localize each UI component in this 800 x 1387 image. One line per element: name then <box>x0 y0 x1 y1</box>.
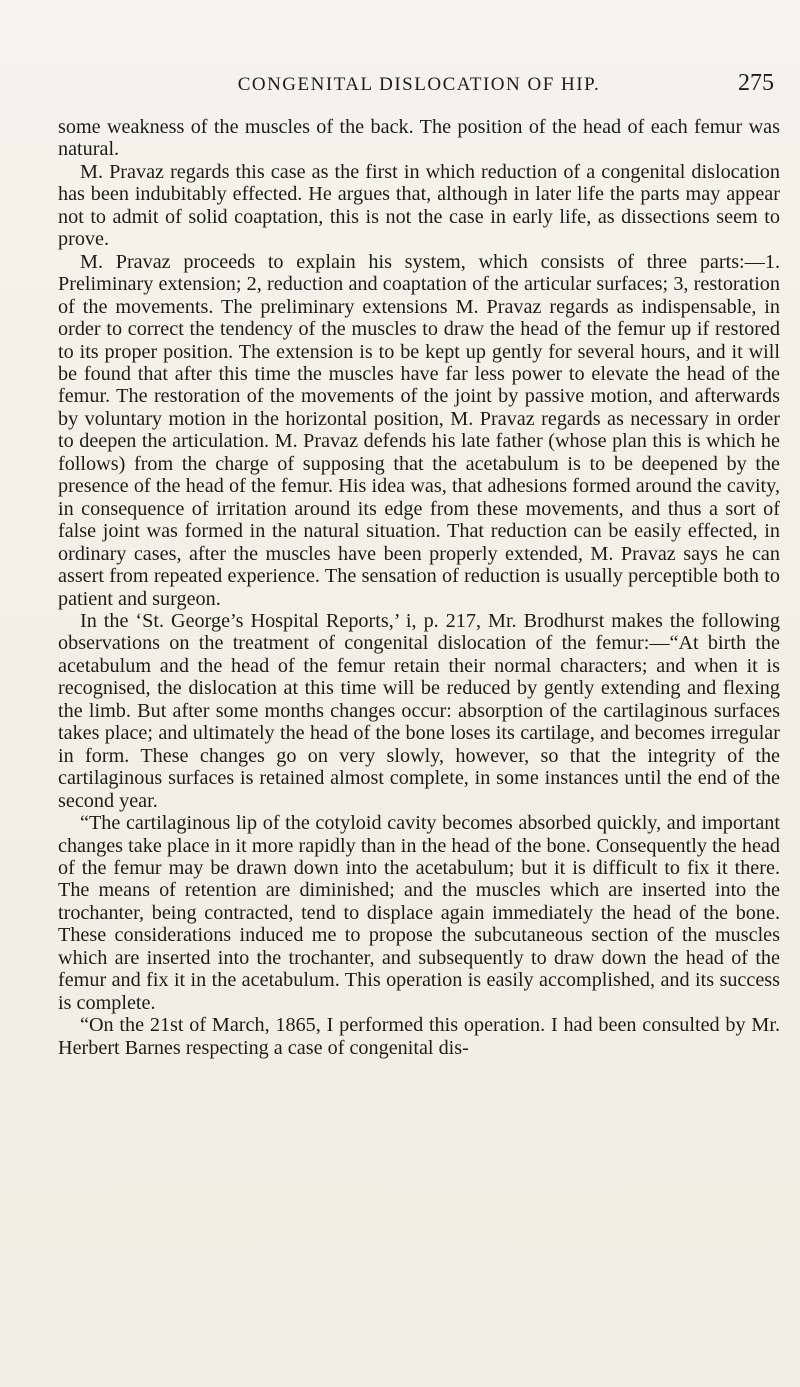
page-number: 275 <box>738 70 774 96</box>
body-text <box>58 116 780 1059</box>
running-title: CONGENITAL DISLOCATION OF HIP. <box>237 74 601 95</box>
paragraph-cotyloid-cavity: “The cartilaginous lip of the cotyloid cavity becomes absorbed quickly, and important changes take place in it more rapidly than in the head of the bone. Consequently the head of the femur may be drawn down into the acetabulum; but it is difficult to fix it there. The means of retention are diminished; and the muscles which are inserted into the trochanter, being contracted, tend to displace again immediately the head of the bone. These considerations induced me to propose the subcutaneous section of the muscles which are inserted into the trochanter, and subsequently to draw down the head of the femur and fix it in the acetabulum. This operation is easily accomplished, and its success is complete. <box>58 812 780 1014</box>
paragraph-brodhurst-observations: In the ‘St. George’s Hospital Reports,’ i, p. 217, Mr. Brodhurst makes the following observations on the treatment of congenital dislocation of the femur:—“At birth the acetabulum and the head of the femur retain their normal characters; and when it is recognised, the dislocation at this time will be reduced by gently extending and flexing the limb. But after some months changes occur: absorption of the cartilaginous surfaces takes place; and ultimately the head of the bone loses its cartilage, and becomes irregular in form. These changes go on very slowly, however, so that the integrity of the cartilaginous surfaces is retained almost complete, in some instances until the end of the second year. <box>58 609 780 812</box>
running-head <box>58 70 780 104</box>
paragraph-continuation: some weakness of the muscles of the back. The position of the head of each femur was natural. <box>58 116 780 161</box>
paragraph-pravaz-first-case: M. Pravaz regards this case as the first in which reduction of a congenital dislocation has been indubitably effected. He argues that, although in later life the parts may appear not to admit of solid coaptation, this is not the case in early life, as dissections seem to prove. <box>58 160 780 251</box>
paragraph-operation: “On the 21st of March, 1865, I performed this operation. I had been consulted by Mr. Herbert Barnes respecting a case of congenital dis- <box>58 1014 780 1059</box>
paragraph-pravaz-system: M. Pravaz proceeds to explain his system, which consists of three parts:—1. Preliminary extension; 2, reduction and coaptation of the articular surfaces; 3, restoration of the movements. The preliminary extensions M. Pravaz regards as indispensable, in order to correct the tendency of the muscles to draw the head of the femur up if restored to its proper position. The extension is to be kept up gently for several hours, and it will be found that after this time the muscles have far less power to elevate the head of the femur. The restoration of the movements of the joint by passive motion, and afterwards by voluntary motion in the horizontal position, M. Pravaz regards as necessary in order to deepen the articulation. M. Pravaz defends his late father (whose plan this is which he follows) from the charge of supposing that the acetabulum is to be deepened by the presence of the head of the femur. His idea was, that adhesions formed around the cavity, in consequence of irritation around its edge from these movements, and thus a sort of false joint was formed in the natural situation. That reduction can be easily effected, in ordinary cases, after the muscles have been properly extended, M. Pravaz says he can assert from repeated experience. The sensation of reduction is usually perceptible both to patient and surgeon. <box>58 250 780 610</box>
